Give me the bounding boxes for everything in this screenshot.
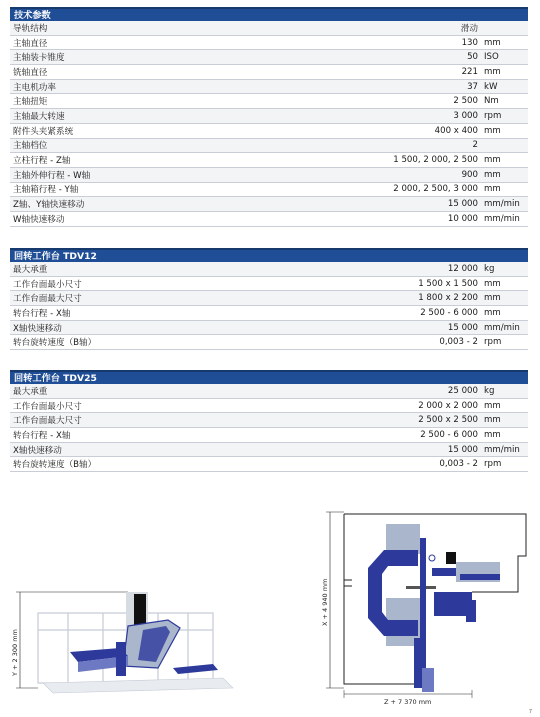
- row-label: 主轴扭矩: [13, 97, 48, 108]
- table-rows: [10, 384, 528, 472]
- row-unit: mm: [484, 400, 501, 411]
- page-number: 7: [528, 709, 532, 715]
- table-row: [10, 335, 528, 350]
- table-row: [10, 291, 528, 306]
- row-unit: mm/min: [484, 444, 520, 455]
- row-label: 立柱行程 - Z轴: [13, 156, 71, 167]
- table-row: [10, 262, 528, 277]
- row-label: 转台行程 - X轴: [13, 308, 71, 319]
- row-value: 12 000: [447, 263, 478, 274]
- row-value: 10 000: [447, 213, 478, 224]
- row-label: 主轴外伸行程 - W轴: [13, 170, 91, 181]
- row-unit: mm: [484, 293, 501, 304]
- row-value: 1 800 x 2 200: [418, 293, 478, 304]
- row-unit: mm: [484, 37, 501, 48]
- row-label: 转台行程 - X轴: [13, 430, 71, 441]
- row-unit: Nm: [484, 96, 499, 107]
- table-row: [10, 212, 528, 227]
- row-label: 主轴装卡锥度: [13, 53, 65, 64]
- table-row: [10, 384, 528, 399]
- row-label: 最大承重: [13, 386, 48, 397]
- row-unit: mm: [484, 278, 501, 289]
- row-value: 2 500: [453, 96, 478, 107]
- row-unit: rpm: [484, 459, 502, 470]
- row-label: 主轴档位: [13, 141, 48, 152]
- row-label: 主轴箱行程 - Y轴: [13, 185, 79, 196]
- table-rows: [10, 262, 528, 350]
- table-row: [10, 65, 528, 80]
- table-title: 技术参数: [10, 7, 528, 21]
- row-label: 主轴最大转速: [13, 111, 65, 122]
- row-value: 2 000 x 2 000: [418, 400, 478, 411]
- row-unit: mm: [484, 429, 501, 440]
- row-label: X轴快速移动: [13, 445, 62, 456]
- row-unit: mm: [484, 155, 501, 166]
- row-label: 附件头夹紧系统: [13, 126, 74, 137]
- row-unit: mm: [484, 66, 501, 77]
- table-row: [10, 399, 528, 414]
- table-row: [10, 183, 528, 198]
- row-label: 导轨结构: [13, 23, 48, 34]
- machine-side-view-figure: [8, 568, 240, 698]
- row-value: 130: [461, 37, 478, 48]
- row-label: 最大承重: [13, 264, 48, 275]
- row-label: 铣轴直径: [13, 67, 48, 78]
- table-row: [10, 277, 528, 292]
- row-unit: mm: [484, 415, 501, 426]
- row-value: 0,003 - 2: [439, 337, 478, 348]
- table-row: [10, 139, 528, 154]
- row-label: 工作台面最小尺寸: [13, 401, 82, 412]
- table-row: [10, 168, 528, 183]
- row-label: W轴快速移动: [13, 214, 65, 225]
- row-unit: mm: [484, 307, 501, 318]
- row-unit: mm: [484, 184, 501, 195]
- row-label: Z轴、Y轴快速移动: [13, 200, 85, 211]
- table-row: [10, 50, 528, 65]
- row-value: 1 500 x 1 500: [418, 278, 478, 289]
- row-value: 400 x 400: [434, 125, 478, 136]
- row-value: 37: [467, 81, 478, 92]
- table-title: 回转工作台 TDV25: [10, 370, 528, 384]
- row-unit: rpm: [484, 110, 502, 121]
- machine-top-view-figure: [322, 508, 534, 706]
- y-dimension-label: Y + 2 300 mm: [11, 629, 19, 676]
- row-label: 转台旋转速度（B轴）: [13, 460, 97, 471]
- table-row: [10, 457, 528, 472]
- table-rows: [10, 21, 528, 227]
- table-row: [10, 321, 528, 336]
- table-row: [10, 80, 528, 95]
- row-label: 主轴直径: [13, 38, 48, 49]
- row-value: 221: [461, 66, 478, 77]
- row-label: 工作台面最大尺寸: [13, 416, 82, 427]
- row-unit: mm: [484, 169, 501, 180]
- row-value: 2 000, 2 500, 3 000: [393, 184, 478, 195]
- table-row: [10, 36, 528, 51]
- row-unit: mm/min: [484, 322, 520, 333]
- row-unit: kW: [484, 81, 498, 92]
- row-label: 工作台面最小尺寸: [13, 279, 82, 290]
- row-value: 2 500 x 2 500: [418, 415, 478, 426]
- row-value: 2 500 - 6 000: [420, 429, 478, 440]
- row-value: 25 000: [447, 385, 478, 396]
- row-value: 3 000: [453, 110, 478, 121]
- table-row: [10, 21, 528, 36]
- row-value: 15 000: [447, 444, 478, 455]
- row-value: 滑动: [460, 23, 478, 34]
- row-value: 900: [461, 169, 478, 180]
- table-row: [10, 109, 528, 124]
- row-label: X轴快速移动: [13, 323, 62, 334]
- x-dimension-label: X + 4 940 mm: [321, 578, 329, 626]
- row-unit: mm/min: [484, 213, 520, 224]
- table-row: [10, 428, 528, 443]
- spec-table-tdv25: [10, 370, 528, 472]
- table-row: [10, 153, 528, 168]
- table-row: [10, 443, 528, 458]
- table-row: [10, 124, 528, 139]
- table-row: [10, 94, 528, 109]
- row-label: 转台旋转速度（B轴）: [13, 338, 97, 349]
- spec-table-tdv12: [10, 248, 528, 350]
- z-dimension-label: Z + 7 370 mm: [384, 698, 432, 706]
- row-value: 15 000: [447, 199, 478, 210]
- row-unit: kg: [484, 263, 495, 274]
- spec-table-technical: [10, 7, 528, 227]
- row-value: 15 000: [447, 322, 478, 333]
- row-label: 主电机功率: [13, 82, 56, 93]
- table-row: [10, 413, 528, 428]
- row-unit: mm: [484, 125, 501, 136]
- table-row: [10, 197, 528, 212]
- row-value: 0,003 - 2: [439, 459, 478, 470]
- row-unit: kg: [484, 385, 495, 396]
- row-value: 2: [472, 140, 478, 151]
- row-value: 1 500, 2 000, 2 500: [393, 155, 478, 166]
- table-row: [10, 306, 528, 321]
- row-unit: ISO: [484, 52, 499, 63]
- row-unit: rpm: [484, 337, 502, 348]
- table-title: 回转工作台 TDV12: [10, 248, 528, 262]
- row-value: 2 500 - 6 000: [420, 307, 478, 318]
- row-label: 工作台面最大尺寸: [13, 294, 82, 305]
- row-value: 50: [467, 52, 478, 63]
- row-unit: mm/min: [484, 199, 520, 210]
